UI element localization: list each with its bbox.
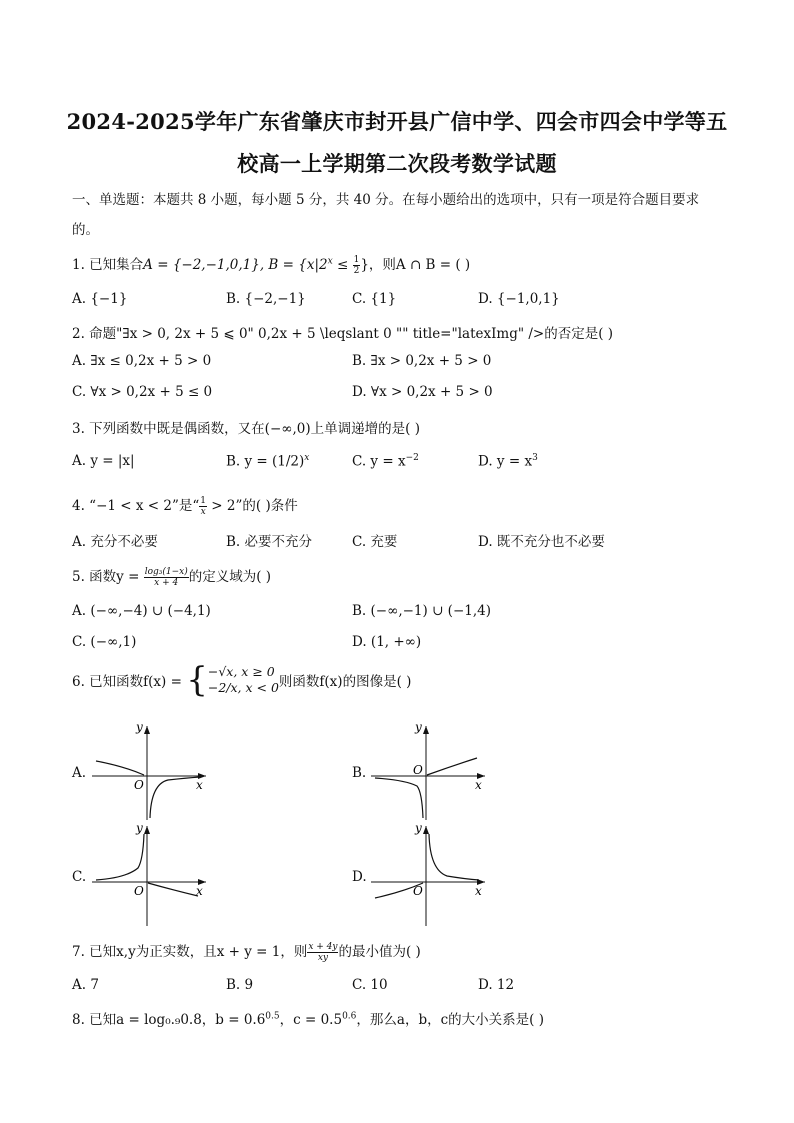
q7-option-a: A. 7	[72, 977, 99, 993]
q6-option-a-graph	[88, 718, 212, 822]
q5-option-d: D. (1, +∞)	[352, 634, 422, 650]
q4-option-b: B. 必要不充分	[226, 534, 313, 550]
q4-option-c: C. 充要	[352, 534, 398, 550]
piecewise-cases: −√x, x ≥ 0 −2/x, x < 0	[207, 664, 279, 695]
q5-option-b: B. (−∞,−1) ∪ (−1,4)	[352, 603, 491, 619]
question-2-stem: 2. 命题"∃x > 0, 2x + 5 ⩽ 0" 0,2x + 5 \leqslant 0 "" title="latexImg" />的否定是( )	[72, 326, 614, 342]
q7-option-c: C. 10	[352, 977, 388, 993]
q6-option-c-graph	[88, 820, 212, 928]
question-7-stem: 7. 已知x,y为正实数，且x + y = 1，则 $\frac{x + 4y}{xy}$ 的最小值为( )	[72, 942, 421, 963]
fraction: $\frac{1}{2}$	[353, 255, 360, 276]
q6-option-b-graph	[367, 718, 491, 822]
svg-text:y: y	[415, 720, 422, 734]
svg-text:O: O	[134, 778, 144, 792]
svg-text:O: O	[134, 884, 144, 898]
svg-text:x: x	[475, 778, 482, 792]
question-1-stem: 1. 已知集合A = {−2,−1,0,1}, $B = \{x|2^x$ ≤ $\frac{1}{2}$ }，则A ∩ B = ( )	[72, 255, 471, 276]
page-title-line2: 校高一上学期第二次段考数学试题	[237, 151, 557, 176]
q2-option-a: A. ∃x ≤ 0,2x + 5 > 0	[72, 353, 212, 369]
svg-text:x: x	[196, 778, 203, 792]
q5-option-c: C. (−∞,1)	[72, 634, 137, 650]
question-5-stem: 5. 函数y = $\frac{\text{log₃(1−x)}}{x + 4}$ 的定义域为( )	[72, 567, 272, 588]
svg-text:x: x	[196, 884, 203, 898]
question-6-stem: 6. 已知函数f(x) = { −√x, x ≥ 0 −2/x, x < 0 则函数f(x)的图像是( )	[72, 660, 412, 700]
q4-option-a: A. 充分不必要	[72, 534, 158, 550]
question-3-stem: 3. 下列函数中既是偶函数，又在(−∞,0)上单调递增的是( )	[72, 421, 420, 437]
q2-option-b: B. ∃x > 0,2x + 5 > 0	[352, 353, 492, 369]
q1-option-c: C. {1}	[352, 291, 397, 307]
q4-option-d: D. 既不充分也不必要	[478, 534, 605, 550]
q6-option-c-label: C.	[72, 869, 87, 885]
q3-option-d: D. $y = x^3$	[478, 453, 538, 470]
q7-option-d: D. 12	[478, 977, 515, 993]
q5-option-a: A. (−∞,−4) ∪ (−4,1)	[72, 603, 211, 619]
q2-option-d: D. ∀x > 0,2x + 5 > 0	[352, 384, 493, 400]
q3-option-c: C. $y = x^{-2}$	[352, 453, 419, 470]
q6-option-d-graph	[367, 820, 491, 928]
q6-option-d-label: D.	[352, 869, 367, 885]
q6-option-a-label: A.	[72, 765, 87, 781]
q2-option-c: C. ∀x > 0,2x + 5 ≤ 0	[72, 384, 213, 400]
fraction: $\frac{x + 4y}{xy}$	[308, 942, 338, 963]
question-8-stem: 8. 已知a = log₀.₉0.8，$b = 0.6^{0.5}$，$c = 0.5^{0.6}$，那么a，b，c的大小关系是( )	[72, 1011, 544, 1028]
svg-text:y: y	[136, 720, 143, 734]
svg-text:y: y	[136, 821, 143, 835]
svg-text:x: x	[475, 884, 482, 898]
question-4-stem: 4. “−1 < x < 2”是“ $\frac{1}{x}$ > 2”的( )条件	[72, 496, 298, 517]
section-heading-cont: 的。	[72, 222, 99, 238]
q1-option-a: A. {−1}	[72, 291, 128, 307]
svg-text:y: y	[415, 821, 422, 835]
q1-option-b: B. {−2,−1}	[226, 291, 306, 307]
svg-text:O: O	[413, 884, 423, 898]
q3-option-b: B. $y = (1/2)^x$	[226, 453, 310, 470]
q3-option-a: A. y = |x|	[72, 453, 135, 469]
fraction: $\frac{1}{x}$	[200, 496, 207, 517]
q7-option-b: B. 9	[226, 977, 254, 993]
svg-text:O: O	[413, 763, 423, 777]
q1-option-d: D. {−1,0,1}	[478, 291, 560, 307]
section-heading: 一、单选题：本题共 8 小题，每小题 5 分，共 40 分。在每小题给出的选项中，只有一项是符合题目要求	[72, 192, 700, 208]
fraction: $\frac{\text{log₃(1−x)}}{x + 4}$	[144, 567, 188, 588]
q6-option-b-label: B.	[352, 765, 367, 781]
piecewise-brace: {	[186, 660, 208, 700]
page-title-line1: 2024-2025学年广东省肇庆市封开县广信中学、四会市四会中学等五	[66, 109, 728, 134]
